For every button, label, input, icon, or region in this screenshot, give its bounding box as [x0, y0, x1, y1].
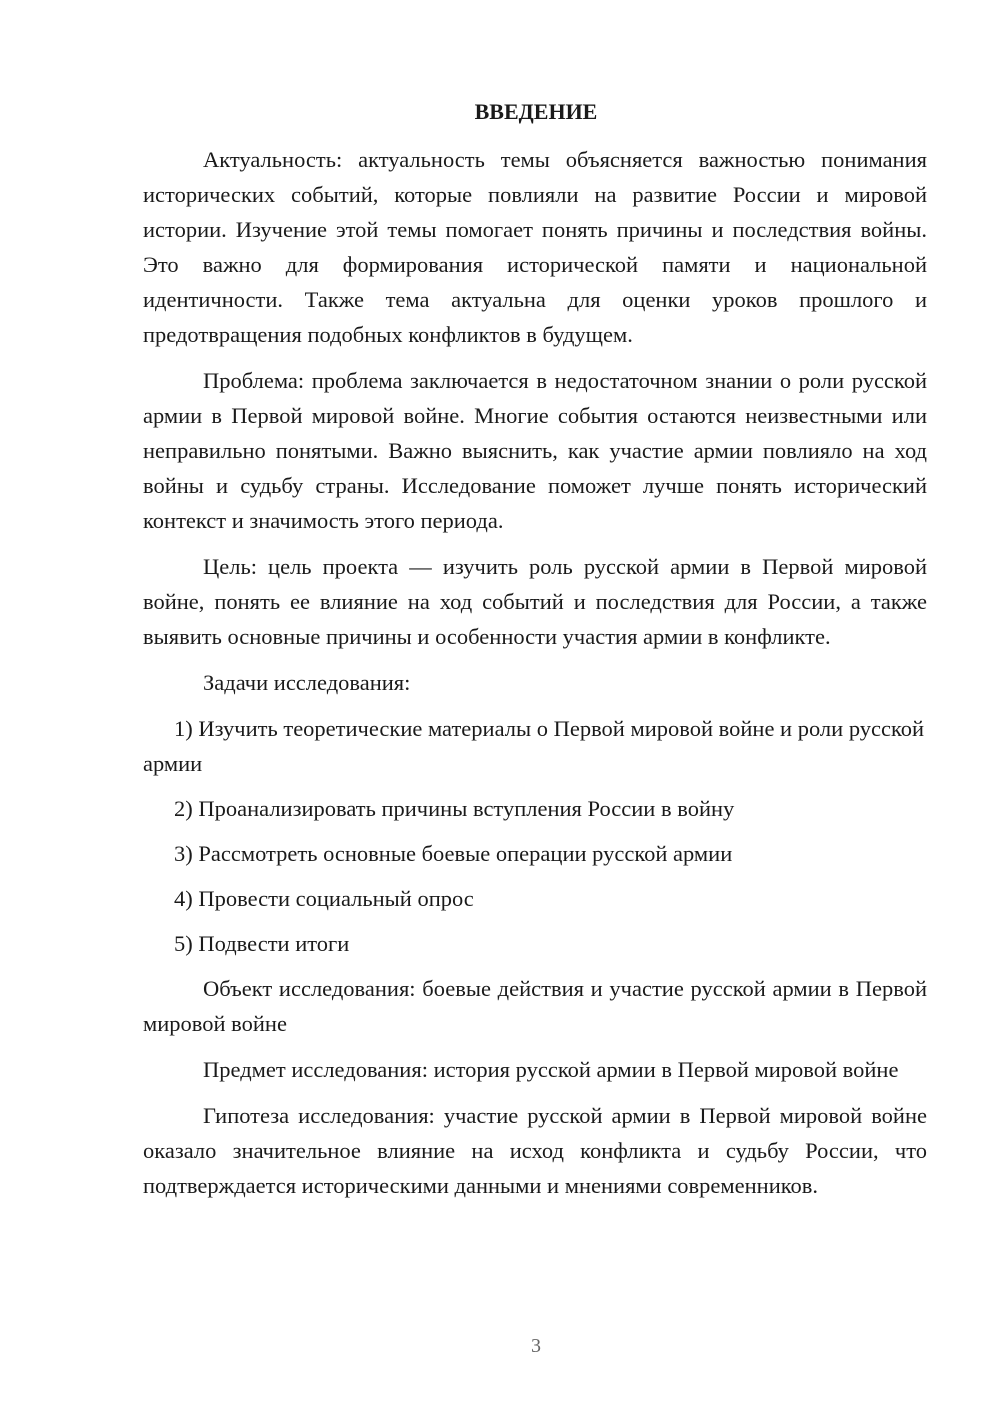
paragraph-hypothesis: Гипотеза исследования: участие русской армии в Первой мировой войне оказало значительное влияние на исход конфликта и судьбу России, что подтверждается историческими данными и мнениями современников. — [143, 1103, 927, 1198]
paragraph-goal: Цель: цель проекта — изучить роль русской армии в Первой мировой войне, понять ее влияние на ход событий и последствия для России, а также выявить основные причины и особенности участия армии в конфликте. — [143, 554, 927, 649]
paragraph-object: Объект исследования: боевые действия и участие русской армии в Первой мировой войне — [143, 976, 927, 1036]
task-item: 2) Проанализировать причины вступления России в войну — [174, 796, 735, 821]
task-item: 4) Провести социальный опрос — [174, 886, 474, 911]
page-number: 3 — [531, 1335, 541, 1357]
task-item: 5) Подвести итоги — [174, 931, 350, 956]
paragraph-relevance: Актуальность: актуальность темы объясняется важностью понимания исторических событий, которые повлияли на развитие России и мировой истории. Изучение этой темы помогает понять причины и последствия войны. Это важно для формирования исторической памяти и национальной идентичности. Также тема актуальна для оценки уроков прошлого и предотвращения подобных конфликтов в будущем. — [143, 147, 927, 347]
paragraph-subject: Предмет исследования: история русской армии в Первой мировой войне — [203, 1057, 899, 1082]
tasks-heading: Задачи исследования: — [203, 670, 411, 695]
paragraph-problem: Проблема: проблема заключается в недостаточном знании о роли русской армии в Первой мировой войне. Многие события остаются неизвестными или неправильно понятыми. Важно выяснить, как участие армии повлияло на ход войны и судьбу страны. Исследование поможет лучше понять исторический контекст и значимость этого периода. — [143, 368, 927, 533]
task-item: 1) Изучить теоретические материалы о Первой мировой войне и роли русской армии — [143, 716, 925, 776]
task-item: 3) Рассмотреть основные боевые операции русской армии — [174, 841, 733, 866]
document-body — [143, 142, 927, 1214]
section-title: ВВЕДЕНИЕ — [474, 99, 598, 124]
